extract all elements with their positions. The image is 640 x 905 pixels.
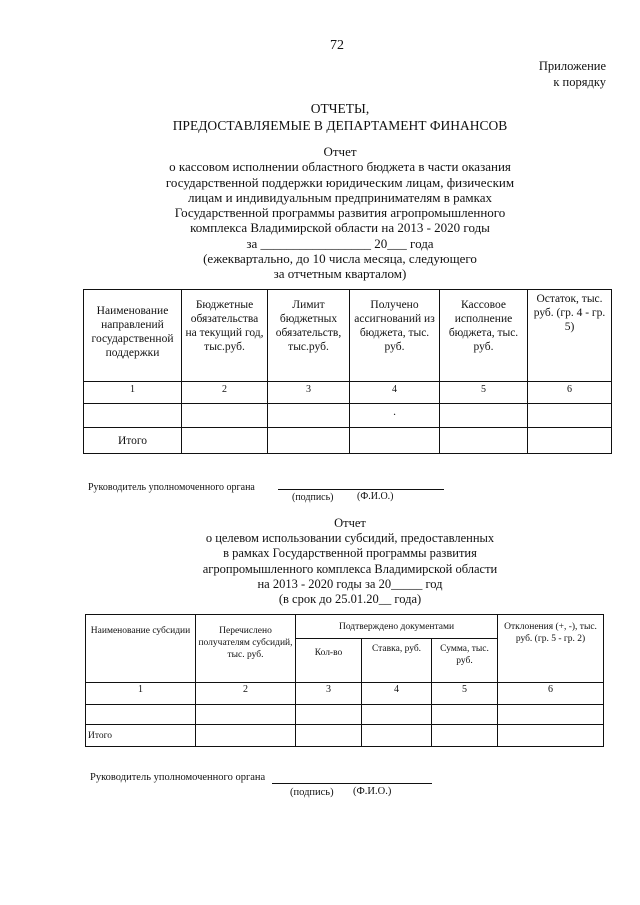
table-number-row [86, 683, 604, 705]
header-cell: Отклонения (+, -), тыс. руб. (гр. 5 - гр. 2) [498, 615, 604, 683]
header-cell: Ставка, руб. [362, 639, 432, 683]
header-cell: Наименование субсидии [86, 615, 196, 683]
report2-title: Отчет [334, 516, 366, 530]
table-cell[interactable] [182, 404, 268, 428]
signature2-sign-caption: (подпись) [290, 787, 334, 798]
header-cell: Наименование направлений государственной поддержки [84, 290, 182, 382]
report1-title: Отчет [323, 144, 357, 159]
report2-line: агропромышленного комплекса Владимирской области [202, 561, 498, 576]
report2-title-block [130, 516, 570, 607]
table-cell[interactable] [268, 404, 350, 428]
report1-period: за _________________ 20___ года [246, 235, 434, 251]
report1-line: (ежеквартально, до 10 числа месяца, следующего [203, 251, 477, 267]
heading-line2: ПРЕДОСТАВЛЯЕМЫЕ В ДЕПАРТАМЕНТ ФИНАНСОВ [172, 118, 508, 133]
column-number: 4 [362, 683, 432, 705]
column-number: 2 [182, 382, 268, 404]
column-number: 6 [498, 683, 604, 705]
column-number: 3 [268, 382, 350, 404]
column-number: 5 [432, 683, 498, 705]
table-cell[interactable] [440, 404, 528, 428]
table-cell[interactable] [498, 725, 604, 747]
report1-line: за отчетным кварталом) [273, 266, 407, 282]
appendix-line1: Приложение [538, 59, 606, 73]
signature1-label: Руководитель уполномоченного органа [88, 482, 255, 493]
table-cell[interactable] [528, 428, 612, 454]
signature2-name-caption: (Ф.И.О.) [353, 786, 392, 797]
signature1-line[interactable] [278, 489, 444, 490]
signature2-label: Руководитель уполномоченного органа [90, 772, 266, 783]
table-cell[interactable] [362, 725, 432, 747]
report1-line: лицам и индивидуальным предпринимателям в рамках [187, 189, 493, 205]
table-header-row [84, 290, 612, 382]
table-cell[interactable] [432, 705, 498, 725]
total-label: Итого [86, 725, 196, 747]
report2-line: о целевом использовании субсидий, предоставленных [205, 531, 495, 546]
header-cell: Подтверждено документами [296, 615, 498, 639]
header-cell: Остаток, тыс. руб. (гр. 4 - гр. 5) [528, 290, 612, 382]
table-cell[interactable] [86, 705, 196, 725]
column-number: 2 [196, 683, 296, 705]
report1-line: о кассовом исполнении областного бюджета в части оказания [169, 159, 511, 175]
column-number: 1 [86, 683, 196, 705]
report1-table [83, 289, 612, 454]
appendix-note [539, 58, 606, 90]
table-total-row [86, 725, 604, 747]
signature2-line[interactable] [272, 783, 432, 784]
report1-title-block [100, 144, 580, 282]
header-cell: Бюджетные обязательства на текущий год, тыс.руб. [182, 290, 268, 382]
report2-line: в рамках Государственной программы развития [223, 546, 477, 561]
header-cell: Лимит бюджетных обязательств, тыс.руб. [268, 290, 350, 382]
column-number: 5 [440, 382, 528, 404]
report1-line: Государственной программы развития агропромышленного [174, 205, 506, 221]
table-cell[interactable] [350, 404, 440, 428]
header-cell: Кол-во [296, 639, 362, 683]
signature1-sign-caption: (подпись) [292, 492, 334, 503]
table-cell[interactable] [350, 428, 440, 454]
table-cell[interactable] [268, 428, 350, 454]
page-number: 72 [330, 38, 344, 53]
table-cell[interactable] [196, 725, 296, 747]
column-number: 3 [296, 683, 362, 705]
table-row [84, 404, 612, 428]
column-number: 1 [84, 382, 182, 404]
table-header-row [86, 615, 604, 639]
header-cell: Перечислено получателям субсидий, тыс. руб. [196, 615, 296, 683]
table-total-row [84, 428, 612, 454]
table-cell[interactable] [296, 705, 362, 725]
signature1-name-caption: (Ф.И.О.) [357, 491, 394, 502]
table-cell[interactable] [432, 725, 498, 747]
table-cell[interactable] [296, 725, 362, 747]
report1-line: комплекса Владимирской области на 2013 - 2020 годы [190, 220, 490, 236]
table-cell[interactable] [362, 705, 432, 725]
table-cell[interactable] [84, 404, 182, 428]
column-number: 6 [528, 382, 612, 404]
header-cell: Сумма, тыс. руб. [432, 639, 498, 683]
stray-dot: . [393, 406, 396, 418]
header-cell: Кассовое исполнение бюджета, тыс. руб. [440, 290, 528, 382]
heading-line1: ОТЧЕТЫ, [310, 101, 370, 116]
report1-line: государственной поддержки юридическим лицам, физическим [165, 174, 515, 190]
report2-table [85, 614, 604, 747]
appendix-line2: к порядку [553, 75, 606, 89]
main-heading [100, 100, 580, 134]
column-number: 4 [350, 382, 440, 404]
table-cell[interactable] [528, 404, 612, 428]
table-cell[interactable] [440, 428, 528, 454]
header-cell: Получено ассигнований из бюджета, тыс. руб. [350, 290, 440, 382]
table-row [86, 705, 604, 725]
table-cell[interactable] [182, 428, 268, 454]
table-cell[interactable] [498, 705, 604, 725]
table-number-row [84, 382, 612, 404]
total-label: Итого [84, 428, 182, 454]
report2-deadline: (в срок до 25.01.20__ года) [278, 592, 422, 607]
table-cell[interactable] [196, 705, 296, 725]
report2-period: на 2013 - 2020 годы за 20_____ год [257, 576, 443, 591]
